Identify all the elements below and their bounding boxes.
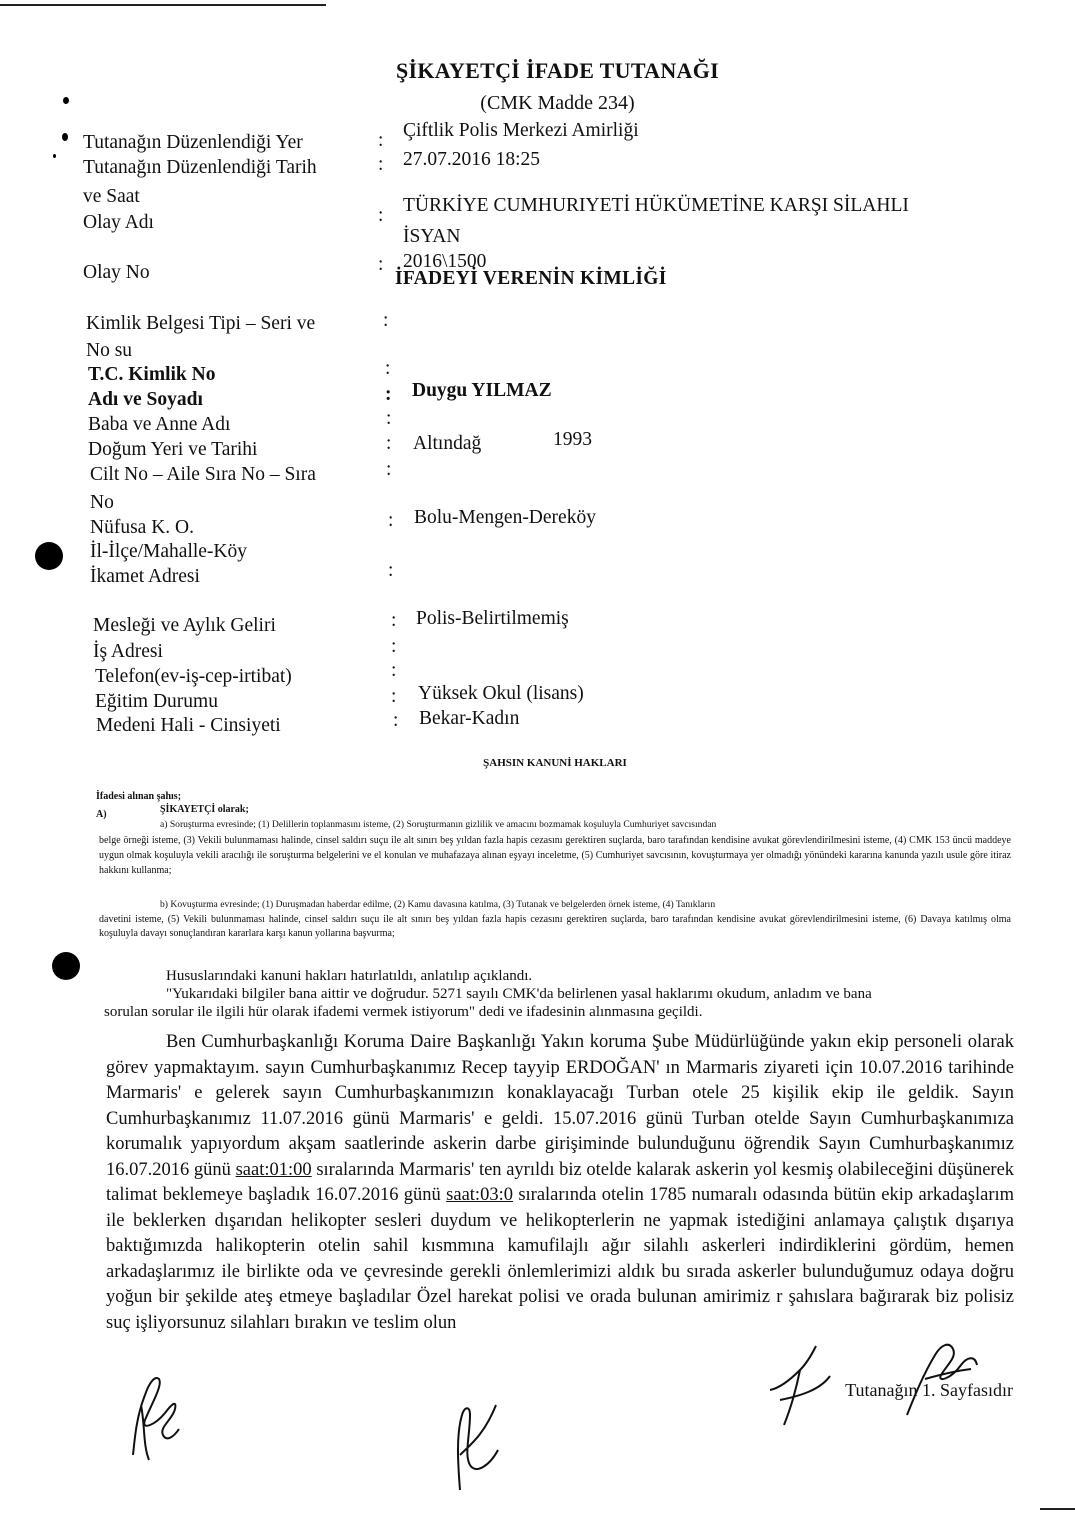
scan-edge-line [0,4,326,6]
rights-a-label: A) [96,809,107,820]
colon: : [388,560,394,581]
document-subtitle: (CMK Madde 234) [480,92,635,114]
signature-right-1 [760,1340,840,1430]
signature-middle [440,1395,510,1495]
place-value: Çiftlik Polis Merkezi Amirliği [403,120,639,141]
statement-part-b: sıralarında Marmaris' ten ayrıldı biz otelde kalarak askerin yol kesmiş olabileceğini düşünerek talimat beklemeye başladık 16.07.2016 günü [106,1159,1015,1205]
rights-a-title: ŞİKAYETÇİ olarak; [160,804,249,815]
event-no-value: 2016\1500 [403,251,487,272]
date-label-cont: ve Saat [83,186,140,207]
event-no-label: Olay No [83,262,150,283]
colon: : [378,254,384,275]
job-value: Polis-Belirtilmemiş [416,608,569,629]
tc-no-label: T.C. Kimlik No [88,364,216,385]
scan-edge-line [1040,1508,1075,1510]
marital-label: Medeni Hali - Cinsiyeti [96,715,281,736]
statement-part-c: sıralarında otelin 1785 numaralı odasında bütün ekip arkadaşlarım ile beklerken dışarıdan helikopter sesleri duydum ve helikopterlerin ne yapmak istediğini anlamaya çalıştık dışarıya baktığımızda halikopterin otelin sahil kısmmına kamufilajlı ağır silahlı askerleri indirdiklerini gördüm, hemen arkadaşlarımız ile birlikte oda ve çevresinde gerekli önlemlerimizi aldık bu sırada askerler bulunduğumuz odaya doğru yoğun bir şekilde ateş etmeye başladılar Özel harekat polisi ve orada bulunan amirimiz r şahıslara bağırarak biz polisiz suç işliyorsunuz silahları bırakın ve teslim olun [106,1185,1015,1333]
colon: : [386,408,392,429]
rights-b-text: davetini isteme, (5) Vekili bulunmaması halinde, cinsel saldırı suçu ile alt sınırı beş yıldan fazla hapis cezasını gerektiren suçlarda, baro tarafından kendisine avukat görevlendirilmesini isteme, (6) Davaya katılmış olma koşuluyla davayı sonuçlandıran kararlara karşı kanun yollarına başvurma; [99,914,1011,939]
colon: : [386,459,392,480]
name-value: Duygu YILMAZ [412,380,552,401]
colon: : [388,510,394,531]
time-marker: saat:03:0 [446,1185,513,1205]
colon: : [391,636,397,657]
parents-label: Baba ve Anne Adı [88,414,231,435]
scan-speck [53,154,56,158]
job-label: Mesleği ve Aylık Geliri [93,615,276,636]
colon: : [378,130,384,151]
birth-year: 1993 [553,429,592,450]
event-name-label: Olay Adı [83,212,154,233]
colon: : [391,686,397,707]
rights-heading: ŞAHSIN KANUNİ HAKLARI [483,757,627,769]
punch-hole [52,952,80,980]
date-label: Tutanağın Düzenlendiği Tarih [83,157,317,178]
event-name-value: TÜRKİYE CUMHURIYETİ HÜKÜMETİNE KARŞI SİLAHLI [403,195,909,216]
nufus-value: Bolu-Mengen-Dereköy [414,507,596,528]
declaration-text: "Yukarıdaki bilgiler bana aittir ve doğrudur. 5271 sayılı CMK'da belirlenen yasal haklarımı okudum, anladım ve bana [166,986,872,1002]
page-indicator: Tutanağın 1. Sayfasıdır [845,1380,1013,1400]
statement-body [106,1030,1014,1336]
document-title: ŞİKAYETÇİ İFADE TUTANAĞI [395,58,720,83]
rights-a-text-first: a) Soruşturma evresinde; (1) Delillerin toplanmasını isteme, (2) Soruşturmanın gizlilik ve amacını bozmamak koşuluyla Cumhuriyet savcısından [160,819,717,830]
cilt-label-cont: No [90,492,114,513]
marital-value: Bekar-Kadın [419,708,520,729]
birth-label: Doğum Yeri ve Tarihi [88,439,258,460]
name-label: Adı ve Soyadı [88,389,203,410]
rights-acknowledged: Hususlarındaki kanuni hakları hatırlatıldı, anlatılıp açıklandı. [166,968,533,984]
education-label: Eğitim Durumu [95,691,218,712]
colon: : [391,660,397,681]
signature-right-2 [895,1335,985,1425]
time-marker: saat:01:00 [235,1159,312,1180]
statement-part-a: Ben Cumhurbaşkanlığı Koruma Daire Başkanlığı Yakın koruma Şube Müdürlüğünde yakın ekip personeli olarak görev yapmaktayım. sayın Cumhurbaşkanımız Recep tayyip ERDOĞAN' ın Marmaris ziyareti için 10.07.2016 tarihinde Marmaris' e gelerek sayın Cumhurbaşkanımızın konaklayacağı Turban otele 25 kişilik ekip ile geldik. Sayın Cumhurbaşkanımız 11.07.2016 günü Marmaris' e geldi. 15.07.2016 günü Turban otelde Sayın Cumhurbaşkanımıza korumalık yapıyordum akşam saatlerinde askerin darbe girişiminde bulunduğunu öğrendik Sayın Cumhurbaşkanımız 16.07.2016 günü [106,1032,1014,1180]
date-value: 27.07.2016 18:25 [403,149,541,170]
signature-left [115,1365,195,1465]
colon: : [378,205,384,226]
identity-heading: İFADEYİ VERENİN KİMLİĞİ [395,268,667,289]
rights-b-text-first: b) Kovuşturma evresinde; (1) Duruşmadan haberdar edilme, (2) Kamu davasına katılma, (3) Tutanak ve belgelerden örnek isteme, (4) Tanıkların [160,899,716,910]
colon: : [385,384,392,405]
nufus-label: Nüfusa K. O. [90,517,194,538]
declaration-text-cont: sorulan sorular ile ilgili hür olarak ifademi vermek istiyorum" dedi ve ifadesinin alınmasına geçildi. [104,1004,703,1020]
scan-speck [62,133,68,141]
work-address-label: İş Adresi [93,641,163,662]
colon: : [378,154,384,175]
event-name-value-cont: İSYAN [403,226,461,247]
rights-intro: İfadesi alınan şahıs; [96,791,182,802]
id-doc-label-cont: No su [86,340,133,361]
colon: : [385,358,391,379]
phone-label: Telefon(ev-iş-cep-irtibat) [95,666,292,687]
rights-a-text: belge örneği isteme, (3) Vekili bulunmaması halinde, cinsel saldırı suçu ile alt sınırı beş yıldan fazla hapis cezasını gerektiren suçlarda, baro tarafından kendisine avukat görevlendirilmesini isteme, (4) CMK 153 üncü maddeye uygun olmak koşuluyla vekili aracılığı ile soruşturma belgelerini ve el konulan ve muhafazaya alınan eşyayı inceletme, (5) Cumhuriyet savcısının, kovuşturmaya yer olmadığı yönündeki kararına kanunda yazılı usule göre itiraz hakkını kullanma; [99,835,1011,876]
colon: : [383,310,389,331]
colon: : [393,710,399,731]
address-label: İkamet Adresi [90,566,200,587]
id-doc-label: Kimlik Belgesi Tipi – Seri ve [86,313,316,334]
education-value: Yüksek Okul (lisans) [418,683,584,704]
il-ilce-label: İl-İlçe/Mahalle-Köy [90,541,248,562]
cilt-label: Cilt No – Aile Sıra No – Sıra [90,464,316,485]
punch-hole [35,542,63,570]
place-label: Tutanağın Düzenlendiği Yer [83,132,303,153]
colon: : [391,610,397,631]
colon: : [386,433,392,454]
birth-place: Altındağ [413,433,482,454]
